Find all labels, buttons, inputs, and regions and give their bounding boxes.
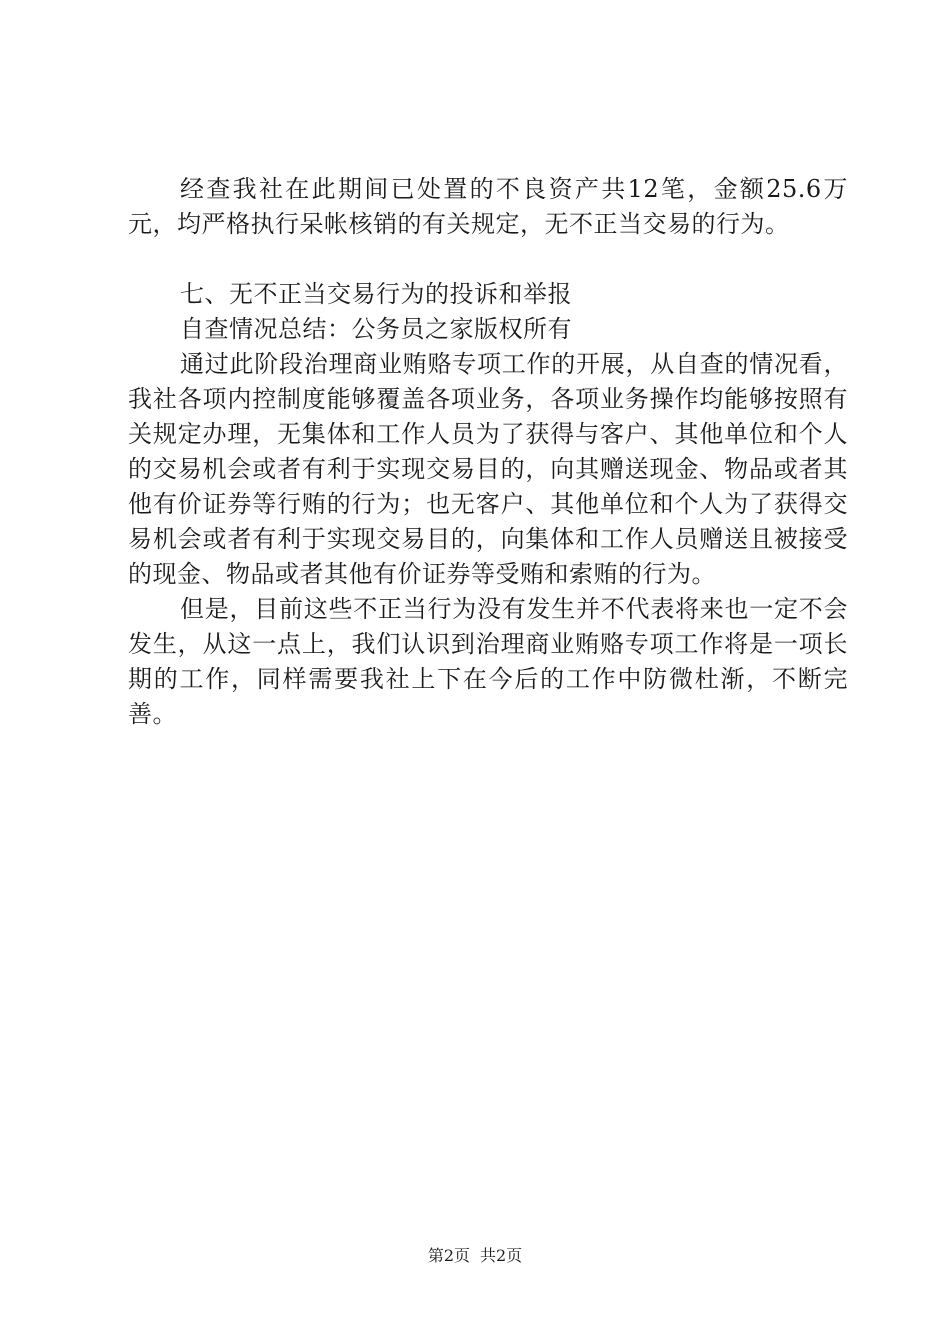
summary-heading: 自查情况总结：公务员之家版权所有 (180, 315, 572, 343)
paragraph-future-outlook: 但是，目前这些不正当行为没有发生并不代表将来也一定不会发生，从这一点上，我们认识到治理商业贿赂专项工作将是一项长期的工作，同样需要我社上下在今后的工作中防微杜渐，不断完善。 (128, 595, 848, 728)
page-number-total: 共2页 (480, 1246, 523, 1265)
page-number-current: 第2页 (427, 1246, 470, 1265)
paragraph-disposed-assets: 经查我社在此期间已处置的不良资产共12笔，金额25.6万元，均严格执行呆帐核销的有关规定，无不正当交易的行为。 (128, 175, 848, 238)
page-footer (0, 1246, 950, 1266)
paragraph-self-check-summary: 通过此阶段治理商业贿赂专项工作的开展，从自查的情况看，我社各项内控制度能够覆盖各项业务，各项业务操作均能够按照有关规定办理，无集体和工作人员为了获得与客户、其他单位和个人的交易机会或者有利于实现交易目的，向其赠送现金、物品或者其他有价证券等行贿的行为；也无客户、其他单位和个人为了获得交易机会或者有利于实现交易目的，向集体和工作人员赠送且被接受的现金、物品或者其他有价证券等受贿和索贿的行为。 (128, 350, 848, 588)
section-heading-complaints: 七、无不正当交易行为的投诉和举报 (180, 280, 572, 308)
document-body (128, 172, 848, 732)
